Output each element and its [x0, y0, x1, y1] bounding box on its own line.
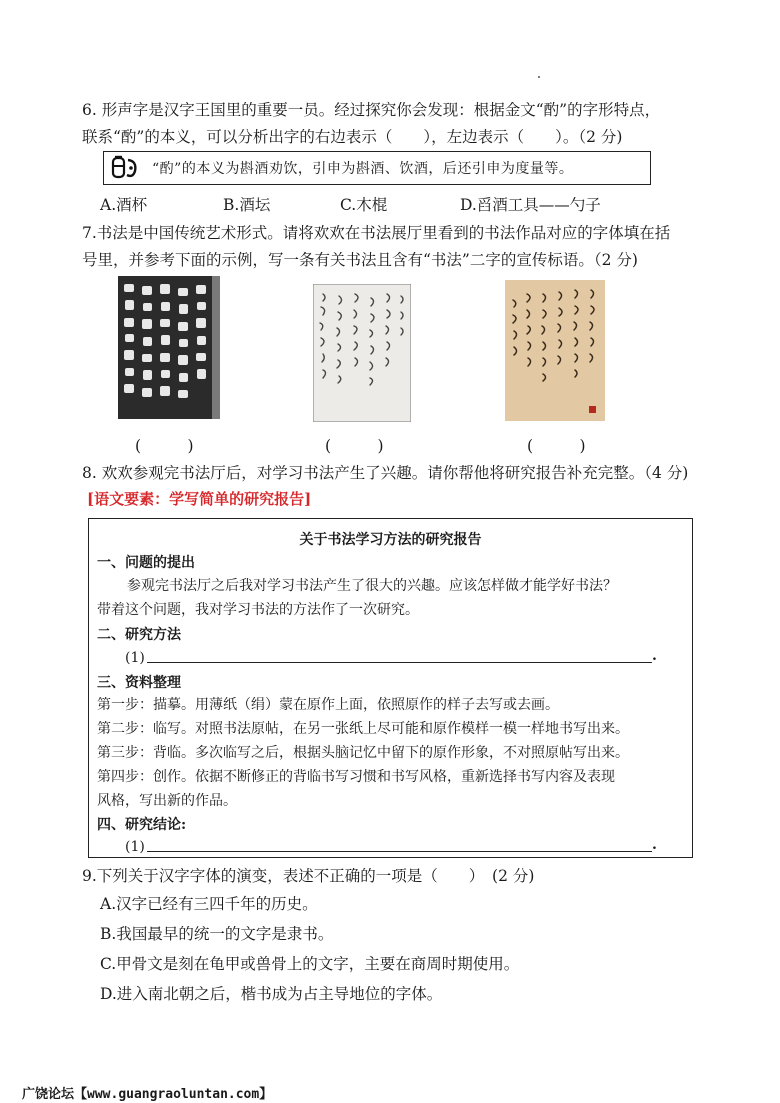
q9-option-d: D.进入南北朝之后，楷书成为占主导地位的字体。 — [100, 985, 443, 1003]
report-section-1-body-1: 参观完书法厅之后我对学习书法产生了很大的兴趣。应该怎样做才能学好书法？ — [127, 578, 617, 594]
q7-line-2: 号里，并参考下面的示例，写一条有关书法且含有“书法”二字的宣传标语。（2 分) — [82, 251, 638, 269]
research-report-box — [88, 518, 693, 858]
q6-definition-box — [103, 151, 651, 185]
report-step-3: 第三步：背临。多次临写之后，根据头脑记忆中留下的原作形象，不对照原帖写出来。 — [97, 745, 629, 761]
scan-dot — [538, 76, 540, 78]
q6-option-b: B.酒坛 — [223, 196, 271, 214]
report-section-4-heading: 四、研究结论: — [97, 817, 187, 833]
q9-option-a: A.汉字已经有三四千年的历史。 — [100, 895, 318, 913]
calligraphy-sample-running-script — [313, 284, 411, 422]
report-step-4-line-1: 第四步：创作。依据不断修正的背临书写习惯和书写风格，重新选择书写内容及表现 — [97, 769, 615, 785]
q7-line-1: 7.书法是中国传统艺术形式。请将欢欢在书法展厅里看到的书法作品对应的字体填在括 — [82, 224, 671, 242]
report-section-1-heading: 一、问题的提出 — [97, 555, 195, 571]
q6-line-1: 6. 形声字是汉字王国里的重要一员。经过探究你会发现：根据金文“酌”的字形特点， — [82, 101, 661, 119]
q6-option-d: D.舀酒工具——勺子 — [460, 196, 601, 214]
q8-element-tag: [语文要素：学写简单的研究报告] — [87, 490, 312, 508]
footer-site-url[interactable]: 【www.guangraoluntan.com】 — [74, 1087, 273, 1102]
report-method-item-1-label: (1) — [125, 650, 145, 666]
q8-line-1: 8. 欢欢参观完书法厅后，对学习书法产生了兴趣。请你帮他将研究报告补充完整。（4 分) — [82, 464, 689, 482]
q6-line-2: 联系“酌”的本义，可以分析出字的右边表示（ ），左边表示（ ）。（2 分) — [82, 128, 623, 146]
report-section-1-body-2: 带着这个问题，我对学习书法的方法作了一次研究。 — [97, 602, 419, 618]
report-step-4-line-2: 风格，写出新的作品。 — [97, 793, 237, 809]
q6-definition-text: “酌”的本义为斟酒劝饮，引申为斟酒、饮酒，后还引申为度量等。 — [152, 161, 574, 177]
calligraphy-sample-rubbing — [118, 276, 220, 419]
report-section-2-heading: 二、研究方法 — [97, 627, 181, 643]
report-conclusion-answer-line[interactable] — [147, 851, 652, 852]
report-section-3-heading: 三、资料整理 — [97, 675, 181, 691]
footer-site-name: 广饶论坛 — [22, 1087, 75, 1102]
report-conclusion-period: . — [652, 837, 657, 853]
q6-option-a: A.酒杯 — [100, 196, 148, 214]
q9-stem: 9.下列关于汉字字体的演变，表述不正确的一项是（ ） (2 分) — [82, 867, 535, 885]
q6-option-c: C.木棍 — [340, 196, 388, 214]
q9-option-b: B.我国最早的统一的文字是隶书。 — [100, 925, 334, 943]
report-step-2: 第二步：临写。对照书法原帖，在另一张纸上尽可能和原作模样一模一样地书写出来。 — [97, 721, 629, 737]
page-footer — [22, 1083, 272, 1102]
q7-answer-paren-2[interactable]: ( ) — [325, 437, 384, 455]
q7-answer-paren-1[interactable]: ( ) — [135, 437, 194, 455]
report-step-1: 第一步：描摹。用薄纸（绢）蒙在原作上面，依照原作的样子去写或去画。 — [97, 697, 559, 713]
report-method-period: . — [652, 648, 657, 664]
report-conclusion-item-1-label: (1) — [125, 839, 145, 855]
report-method-answer-line[interactable] — [147, 662, 652, 663]
q7-answer-paren-3[interactable]: ( ) — [527, 437, 586, 455]
calligraphy-sample-cursive — [505, 280, 605, 421]
q9-option-c: C.甲骨文是刻在龟甲或兽骨上的文字，主要在商周时期使用。 — [100, 955, 520, 973]
bronze-script-zhuo-icon — [110, 155, 140, 181]
report-title: 关于书法学习方法的研究报告 — [299, 532, 482, 548]
